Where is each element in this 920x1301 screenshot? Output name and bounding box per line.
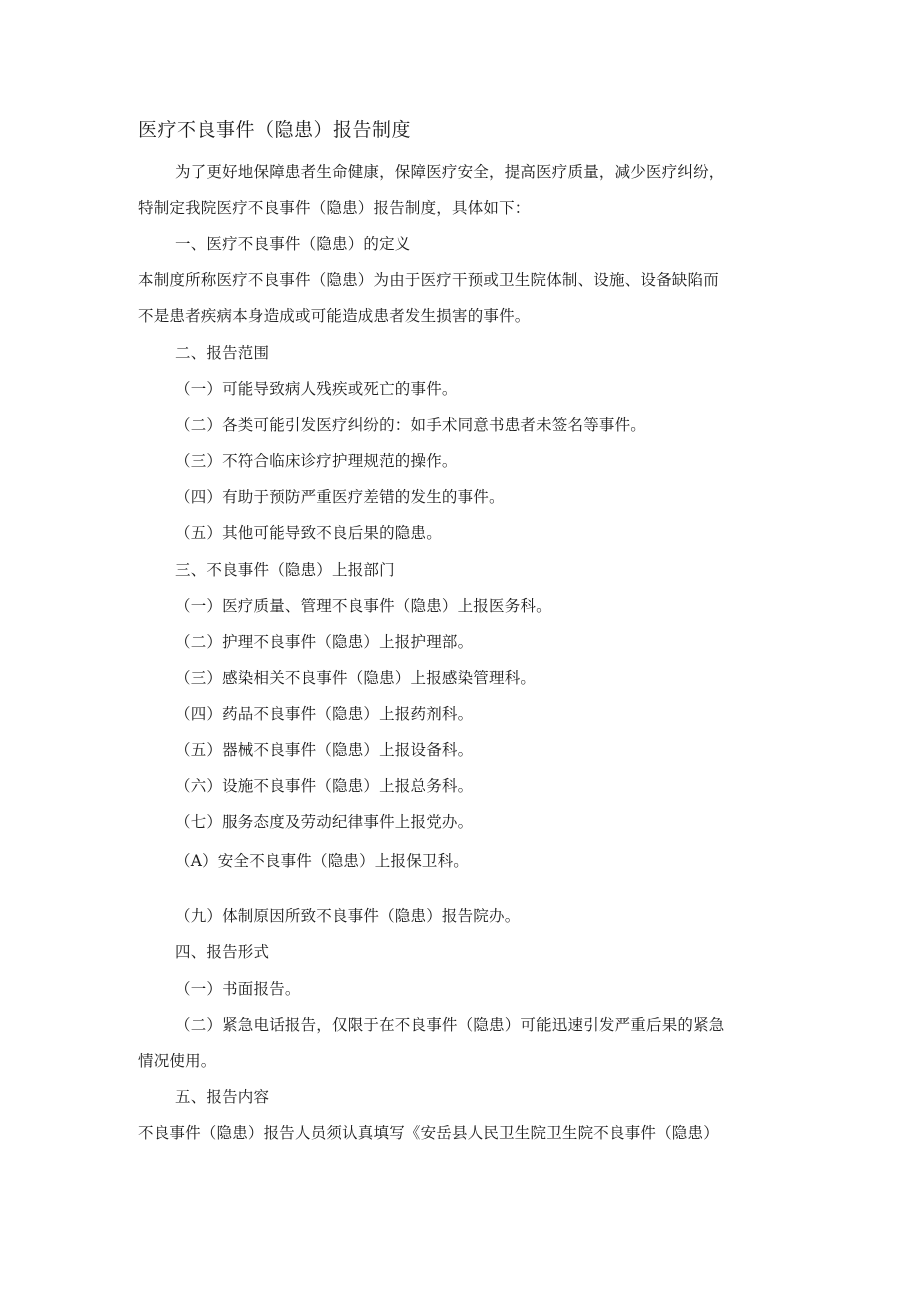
- section-2-heading: 二、报告范围: [175, 344, 270, 362]
- document-title: 医疗不良事件（隐患）报告制度: [138, 119, 412, 141]
- section-4-item: （二）紧急电话报告，仅限于在不良事件（隐患）可能迅速引发严重后果的紧急: [175, 1016, 725, 1034]
- section-2-item: （五）其他可能导致不良后果的隐患。: [175, 524, 442, 542]
- intro-line-2: 特制定我院医疗不良事件（隐患）报告制度，具体如下：: [138, 199, 531, 217]
- intro-line-1: 为了更好地保障患者生命健康，保障医疗安全，提高医疗质量，减少医疗纠纷，: [175, 163, 725, 181]
- section-1-heading: 一、医疗不良事件（隐患）的定义: [175, 235, 411, 253]
- section-3-item: （七）服务态度及劳动纪律事件上报党办。: [175, 813, 474, 831]
- section-4-item-continued: 情况使用。: [138, 1052, 217, 1070]
- section-3-item: （一）医疗质量、管理不良事件（隐患）上报医务科。: [175, 597, 552, 615]
- section-3-item: （五）器械不良事件（隐患）上报设备科。: [175, 741, 474, 759]
- section-3-item: （二）护理不良事件（隐患）上报护理部。: [175, 633, 474, 651]
- section-3-heading: 三、不良事件（隐患）上报部门: [175, 561, 395, 579]
- section-3-item: （六）设施不良事件（隐患）上报总务科。: [175, 777, 474, 795]
- section-2-item: （四）有助于预防严重医疗差错的发生的事件。: [175, 488, 505, 506]
- section-2-item: （二）各类可能引发医疗纠纷的：如手术同意书患者未签名等事件。: [175, 416, 647, 434]
- section-5-heading: 五、报告内容: [175, 1088, 270, 1106]
- section-2-item: （一）可能导致病人残疾或死亡的事件。: [175, 380, 458, 398]
- section-1-body-line-2: 不是患者疾病本身造成或可能造成患者发生损害的事件。: [138, 307, 531, 325]
- section-3-item: （四）药品不良事件（隐患）上报药剂科。: [175, 705, 474, 723]
- section-3-item: （A）安全不良事件（隐患）上报保卫科。: [175, 852, 469, 870]
- section-1-body-line-1: 本制度所称医疗不良事件（隐患）为由于医疗干预或卫生院体制、设施、设备缺陷而: [138, 271, 719, 289]
- section-2-item: （三）不符合临床诊疗护理规范的操作。: [175, 452, 458, 470]
- section-4-item: （一）书面报告。: [175, 980, 301, 998]
- section-5-body-line-1: 不良事件（隐患）报告人员须认真填写《安岳县人民卫生院卫生院不良事件（隐患）: [138, 1124, 719, 1142]
- section-3-item: （九）体制原因所致不良事件（隐患）报告院办。: [175, 907, 521, 925]
- section-3-item: （三）感染相关不良事件（隐患）上报感染管理科。: [175, 669, 537, 687]
- section-4-heading: 四、报告形式: [175, 943, 270, 961]
